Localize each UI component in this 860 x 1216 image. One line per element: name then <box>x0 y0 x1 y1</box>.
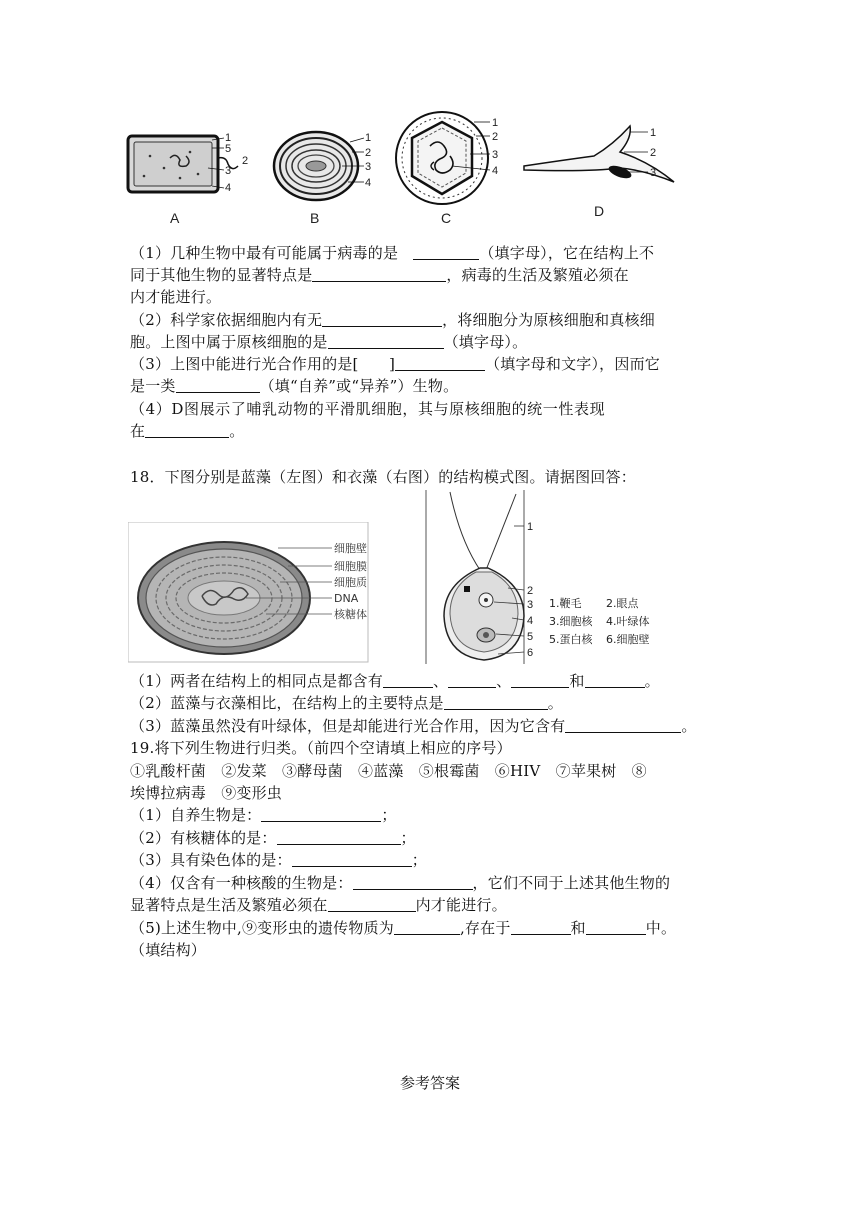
q17-blank-classification-basis[interactable] <box>322 311 442 327</box>
q19-blank-autotrophs[interactable] <box>261 806 381 822</box>
q19-line-4: （4）仅含有一种核酸的生物是： ，它们不同于上述其他生物的 <box>130 874 671 892</box>
figure-d-caption: D <box>594 203 605 219</box>
q19-line-3: （3）具有染色体的是： ； <box>130 851 427 869</box>
q18-blank-pigments[interactable] <box>565 717 681 733</box>
q19-line-1: （1）自养生物是： ； <box>130 806 397 824</box>
q19-blank-location-2[interactable] <box>586 919 646 935</box>
figure-b-cyanobacterium <box>270 126 380 206</box>
q17-blank-virus-letter[interactable] <box>413 244 479 260</box>
figure-a-label-1: 1 <box>225 132 232 144</box>
cyanobacteria-label-cell-membrane: 细胞膜 <box>334 560 367 573</box>
q19-line-7: （填结构） <box>130 941 207 959</box>
chlamydomonas-number-4: 4 <box>527 615 534 627</box>
figure-b-label-1: 1 <box>365 132 372 144</box>
figure-b-caption: B <box>310 210 320 226</box>
figure-d-smooth-muscle-cell <box>520 122 700 202</box>
legend-cell-wall: 6.细胞壁 <box>606 633 650 646</box>
q18-blank-4[interactable] <box>585 672 645 688</box>
q18-line-1: （1）两者在结构上的相同点是都含有 、 、 和 。 <box>130 672 660 690</box>
q17-line-1: （1）几种生物中最有可能属于病毒的是 （填字母），它在结构上不 <box>130 244 655 262</box>
q17-line-4: （2）科学家依据细胞内有无 ，将细胞分为原核细胞和真核细 <box>130 311 655 329</box>
q19-line-2: （2）有核糖体的是： ； <box>130 829 416 847</box>
q18-blank-1[interactable] <box>383 672 433 688</box>
q18-title: 18．下图分别是蓝藻（左图）和衣藻（右图）的结构模式图。请据图回答： <box>130 468 636 486</box>
q17-blank-virus-feature[interactable] <box>312 266 446 282</box>
q17-blank-prokaryote[interactable] <box>328 333 444 349</box>
figure-b-label-3: 3 <box>365 161 372 173</box>
figure-d-label-1: 1 <box>650 127 657 139</box>
figure-a-label-5: 5 <box>225 143 232 155</box>
figure-c-label-1: 1 <box>492 117 499 129</box>
figure-a-bacterium <box>120 128 270 198</box>
q17-line-7: 是一类 （填“自养”或“异养”）生物。 <box>130 377 459 395</box>
q18-blank-main-feature[interactable] <box>444 694 548 710</box>
figure-a-caption: A <box>170 210 180 226</box>
q17-blank-photosynthesis[interactable] <box>395 355 485 371</box>
figure-chlamydomonas-right <box>424 490 676 665</box>
q18-line-2: （2）蓝藻与衣藻相比，在结构上的主要特点是 。 <box>130 694 563 712</box>
figure-c-label-2: 2 <box>492 131 499 143</box>
q19-blank-one-nucleic-acid[interactable] <box>353 874 473 890</box>
q17-line-9: 在 。 <box>130 422 245 440</box>
chlamydomonas-number-2: 2 <box>527 585 534 597</box>
q19-line-6: （5)上述生物中,⑨变形虫的遗传物质为 ,存在于 和 中。 <box>130 919 677 937</box>
q19-items-line-2: 埃博拉病毒 ⑨变形虫 <box>130 784 283 802</box>
q17-line-8: （4）D图展示了哺乳动物的平滑肌细胞，其与原核细胞的统一性表现 <box>130 400 606 418</box>
figure-a-label-2: 2 <box>242 155 249 167</box>
q19-blank-host[interactable] <box>328 896 416 912</box>
legend-nucleus: 3.细胞核 <box>549 615 593 628</box>
q18-blank-2[interactable] <box>448 672 496 688</box>
q19-blank-genetic-material[interactable] <box>394 919 460 935</box>
answer-section-title: 参考答案 <box>399 1074 460 1092</box>
q19-line-5: 显著特点是生活及繁殖必须在 内才能进行。 <box>130 896 507 914</box>
figure-c-label-4: 4 <box>492 165 499 177</box>
q18-blank-3[interactable] <box>511 672 569 688</box>
figure-a-label-3: 3 <box>225 165 232 177</box>
q19-title: 19.将下列生物进行归类。（前四个空请填上相应的序号） <box>130 739 512 757</box>
figure-a-label-4: 4 <box>225 182 232 194</box>
figure-c-virus <box>390 108 510 208</box>
chlamydomonas-number-5: 5 <box>527 631 534 643</box>
q19-items-line-1: ①乳酸杆菌 ②发菜 ③酵母菌 ④蓝藻 ⑤根霉菌 ⑥HIV ⑦苹果树 ⑧ <box>130 762 647 780</box>
figure-b-label-2: 2 <box>365 147 372 159</box>
cyanobacteria-label-ribosome: 核糖体 <box>334 608 367 621</box>
q17-blank-unity[interactable] <box>145 422 229 438</box>
q17-blank-nutrition-type[interactable] <box>176 377 260 393</box>
figure-d-label-2: 2 <box>650 147 657 159</box>
q19-blank-ribosomes[interactable] <box>277 829 401 845</box>
figure-c-caption: C <box>441 210 452 226</box>
figure-d-label-3: 3 <box>650 167 657 179</box>
legend-chloroplast: 4.叶绿体 <box>606 615 650 628</box>
figure-b-label-4: 4 <box>365 177 372 189</box>
q17-line-3: 内才能进行。 <box>130 288 222 306</box>
figure-cyanobacteria-left <box>128 522 376 664</box>
legend-flagellum: 1.鞭毛 <box>549 597 582 610</box>
cyanobacteria-label-cytoplasm: 细胞质 <box>334 576 367 589</box>
figure-c-label-3: 3 <box>492 149 499 161</box>
q19-blank-chromosomes[interactable] <box>292 851 412 867</box>
q17-line-6: （3）上图中能进行光合作用的是[ ] （填字母和文字），因而它 <box>130 355 660 373</box>
q19-blank-location-1[interactable] <box>511 919 571 935</box>
legend-pyrenoid: 5.蛋白核 <box>549 633 593 646</box>
q17-line-2: 同于其他生物的显著特点是 ，病毒的生活及繁殖必须在 <box>130 266 629 284</box>
chlamydomonas-number-6: 6 <box>527 647 534 659</box>
chlamydomonas-number-1: 1 <box>527 521 534 533</box>
chlamydomonas-number-3: 3 <box>527 599 534 611</box>
q17-line-5: 胞。上图中属于原核细胞的是 （填字母）。 <box>130 333 528 351</box>
q18-line-3: （3）蓝藻虽然没有叶绿体，但是却能进行光合作用，因为它含有 。 <box>130 717 697 735</box>
cyanobacteria-label-dna: DNA <box>334 592 359 605</box>
legend-eyespot: 2.眼点 <box>606 597 639 610</box>
cyanobacteria-label-cell-wall: 细胞壁 <box>334 542 367 555</box>
